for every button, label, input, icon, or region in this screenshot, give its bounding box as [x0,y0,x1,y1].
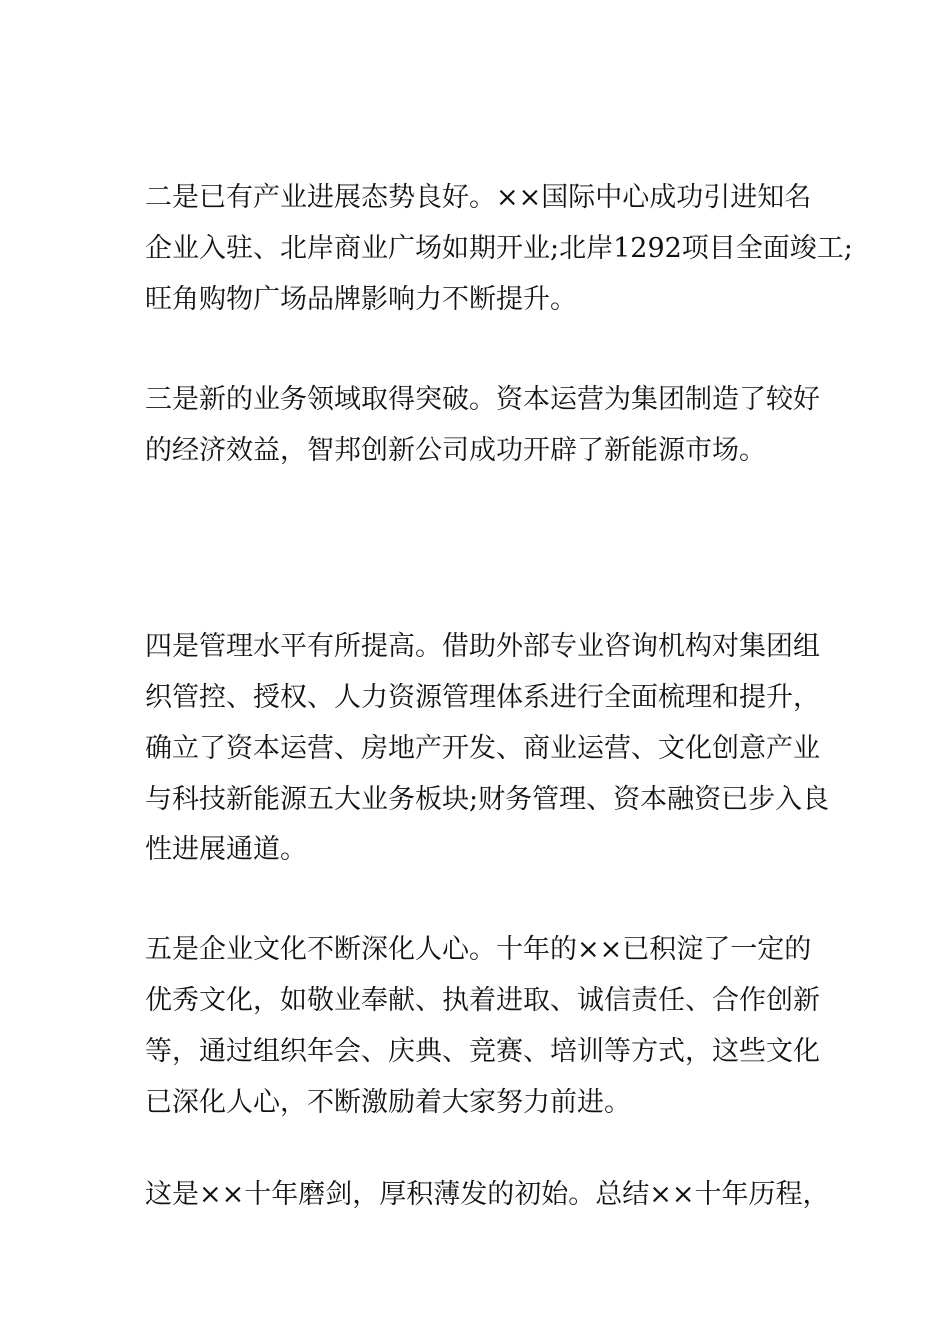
paragraph-3-line-3: 确立了资本运营、房地产开发、商业运营、文化创意产业 [145,733,820,764]
paragraph-3-line-1: 四是管理水平有所提高。借助外部专业咨询机构对集团组 [145,631,820,662]
paragraph-4-line-4: 已深化人心，不断激励着大家努力前进。 [145,1087,631,1118]
paragraph-2-line-1: 三是新的业务领域取得突破。资本运营为集团制造了较好 [145,384,820,415]
paragraph-3-line-4: 与科技新能源五大业务板块;财务管理、资本融资已步入良 [145,784,830,815]
paragraph-4-line-3: 等，通过组织年会、庆典、竞赛、培训等方式，这些文化 [145,1036,820,1067]
paragraph-2-line-2: 的经济效益，智邦创新公司成功开辟了新能源市场。 [145,435,766,466]
paragraph-3-line-2: 织管控、授权、人力资源管理体系进行全面梳理和提升， [145,682,820,713]
paragraph-3-line-5: 性进展通道。 [145,834,307,865]
paragraph-1-line-3: 旺角购物广场品牌影响力不断提升。 [145,284,577,315]
paragraph-1-line-2: 企业入驻、北岸商业广场如期开业;北岸1292项目全面竣工; [145,233,853,264]
paragraph-1-line-1: 二是已有产业进展态势良好。××国际中心成功引进知名 [145,182,812,213]
paragraph-4-line-2: 优秀文化，如敬业奉献、执着进取、诚信责任、合作创新 [145,985,820,1016]
paragraph-5-line-1: 这是××十年磨剑，厚积薄发的初始。总结××十年历程， [145,1179,830,1210]
paragraph-4-line-1: 五是企业文化不断深化人心。十年的××已积淀了一定的 [145,934,812,965]
